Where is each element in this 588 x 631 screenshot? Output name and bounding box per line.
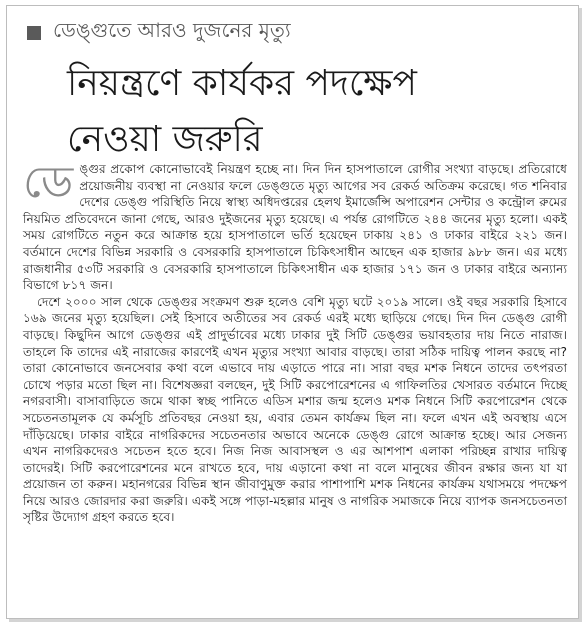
square-bullet-icon: [27, 26, 41, 40]
paragraph-1-text: ঙ্গুর প্রকোপ কোনোভাবেই নিয়ন্ত্রণ হচ্ছে না। দিন দিন হাসপাতালে রোগীর সংখ্যা বাড়ছে। প্রতিরোধে প্রয়োজনীয় ব্যবস্থা না নেওয়ার ফলে ডেঙ্গুতে মৃত্যু আগের সব রেকর্ড অতিক্রম করেছে। গত শনিবার দেশের ডেঙ্গু পরিস্থিতি নিয়ে স্বাস্থ্য অধিদপ্তরের হেলথ ইমার্জেন্সি অপারেশন সেন্টার ও কন্ট্রোল রুমের নিয়মিত প্রতিবেদনে জানা গেছে, আরও দুইজনের মৃত্যু হয়েছে। এ পর্যন্ত রোগটিতে ২৪৪ জনের মৃত্যু হলো। একই সময় রোগটিতে নতুন করে আক্রান্ত হয়ে হাসপাতালে ভর্তি হয়েছেন ঢাকায় ২৪১ ও ঢাকার বাইরে ২২১ জন। বর্তমানে দেশের বিভিন্ন সরকারি ও বেসরকারি হাসপাতালে চিকিৎসাধীন আছেন এক হাজার ৯৮৮ জন। এর মধ্যে রাজধানীর ৫৩টি সরকারি ও বেসরকারি হাসপাতালে চিকিৎসাধীন এক হাজার ১৭১ জন ও ঢাকার বাইরে অন্যান্য বিভাগে ৮১৭ জন।: [23, 162, 567, 293]
article-clipping: [6, 5, 579, 619]
paragraph-2: দেশে ২০০০ সাল থেকে ডেঙ্গুর সংক্রমণ শুরু হলেও বেশি মৃত্যু ঘটে ২০১৯ সালে। ওই বছর সরকারি হিসাবে ১৬৯ জনের মৃত্যু হয়েছিল। সেই হিসাবে অতীতের সব রেকর্ড এরই মধ্যে ছাড়িয়ে গেছে। দিন দিন ডেঙ্গু রোগী বাড়ছে। কিছুদিন আগে ডেঙ্গুর এই প্রাদুর্ভাবের মধ্যে ঢাকার দুই সিটি ডেঙ্গুর ভয়াবহতার দায় নিতে নারাজ। তাহলে কি তাদের এই নারাজের কারণেই এখন মৃত্যুর সংখ্যা আবার বাড়ছে। তারা সঠিক দায়িত্ব পালন করছে না? তারা কোনোভাবে জনসেবার কথা বলে এভাবে দায় এড়াতে পারে না। সারা বছর মশক নিধনে তাদের তৎপরতা চোখে পড়ার মতো ছিল না। বিশেষজ্ঞরা বলছেন, দুই সিটি করপোরেশনের এ গাফিলতির খেসারত বর্তমানে দিচ্ছে নগরবাসী। বাসাবাড়িতে জমে থাকা স্বচ্ছ পানিতে এডিস মশার জন্ম হলেও মশক নিধনে সিটি করপোরেশন থেকে সচেতনতামূলক যে কর্মসূচি প্রতিবছর নেওয়া হয়, এবার তেমন কার্যক্রম ছিল না। ফলে এখন এই অবস্থায় এসে দাঁড়িয়েছে। ঢাকার বাইরে নাগরিকদের সচেতনতার অভাবে অনেকে ডেঙ্গু রোগে আক্রান্ত হচ্ছে। আর সেজন্য এখন নাগরিকদেরও সচেতন হতে হবে। নিজ নিজ আবাসস্থল ও এর আশপাশ এলাকা পরিচ্ছন্ন রাখার দায়িত্ব তাদেরই। সিটি করপোরেশনের মনে রাখতে হবে, দায় এড়ানো কথা না বলে মানুষের জীবন রক্ষার জন্য যা যা প্রয়োজন তা করুন। মহানগরের বিভিন্ন স্থান জীবাণুমুক্ত করার পাশাপাশি মশক নিধনের কার্যক্রম যথাসময়ে পদক্ষেপ নিয়ে আরও জোরদার করা জরুরি। একই সঙ্গে পাড়া-মহল্লার মানুষ ও নাগরিক সমাজকে নিয়ে ব্যাপক জনসচেতনতা সৃষ্টির উদ্যোগ গ্রহণ করতে হবে।: [23, 294, 567, 525]
drop-cap: ডে: [23, 157, 74, 208]
kicker: [27, 16, 291, 49]
headline: [67, 56, 567, 168]
kicker-text: ডেঙ্গুতে আরও দুজনের মৃত্যু: [53, 18, 291, 42]
article-body: [23, 157, 567, 526]
paragraph-1: [23, 157, 567, 294]
headline-line-1: নিয়ন্ত্রণে কার্যকর পদক্ষেপ: [67, 63, 417, 104]
headline-line-2: নেওয়া জরুরি: [67, 119, 263, 160]
